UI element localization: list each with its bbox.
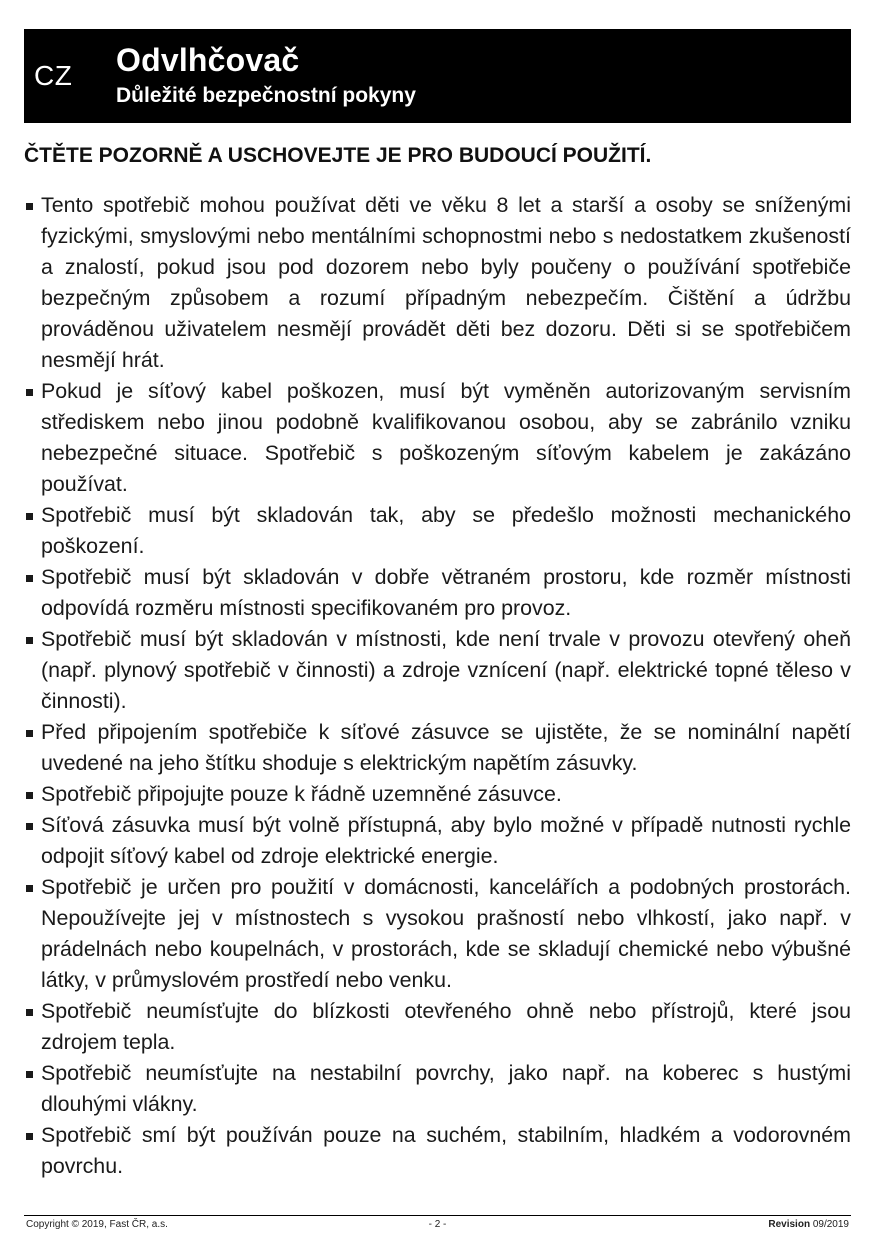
list-item-text: Spotřebič neumísťujte do blízkosti otevřeného ohně nebo přístrojů, které jsou zdrojem tepla. <box>41 999 851 1054</box>
list-item-text: Spotřebič neumísťujte na nestabilní povrchy, jako např. na koberec s hustými dlouhými vlákny. <box>41 1061 851 1116</box>
square-bullet-icon <box>26 823 33 830</box>
header-banner <box>24 29 851 123</box>
list-item <box>24 717 851 779</box>
list-item-text: Síťová zásuvka musí být volně přístupná, aby bylo možné v případě nutnosti rychle odpojit síťový kabel od zdroje elektrické energie. <box>41 813 851 868</box>
list-item <box>24 376 851 500</box>
list-item-text: Tento spotřebič mohou používat děti ve věku 8 let a starší a osoby se sníženými fyzickými, smyslovými nebo mentálními schopnostmi nebo s nedostatkem zkušeností a znalostí, pokud jsou pod dozorem nebo byly poučeny o používání spotřebiče bezpečným způsobem a rozumí případným nebezpečím. Čištění a údržbu prováděnou uživatelem nesmějí provádět děti bez dozoru. Děti si se spotřebičem nesmějí hrát. <box>41 193 851 372</box>
list-item-text: Spotřebič smí být používán pouze na suchém, stabilním, hladkém a vodorovném povrchu. <box>41 1123 851 1178</box>
square-bullet-icon <box>26 792 33 799</box>
revision-info <box>768 1219 849 1230</box>
square-bullet-icon <box>26 730 33 737</box>
list-item <box>24 779 851 810</box>
language-code: CZ <box>34 60 73 91</box>
list-item-text: Před připojením spotřebiče k síťové zásuvce se ujistěte, že se nominální napětí uvedené na jeho štítku shoduje s elektrickým napětím zásuvky. <box>41 720 851 775</box>
footer-divider <box>24 1215 851 1216</box>
square-bullet-icon <box>26 1009 33 1016</box>
list-item <box>24 996 851 1058</box>
list-item <box>24 872 851 996</box>
list-item <box>24 562 851 624</box>
list-item <box>24 624 851 717</box>
list-item <box>24 1120 851 1182</box>
list-item-text: Spotřebič musí být skladován tak, aby se předešlo možnosti mechanického poškození. <box>41 503 851 558</box>
page-title: Odvlhčovač <box>116 42 300 78</box>
list-item-text: Spotřebič připojujte pouze k řádně uzemněné zásuvce. <box>41 782 562 806</box>
square-bullet-icon <box>26 203 33 210</box>
square-bullet-icon <box>26 1133 33 1140</box>
page-subtitle: Důležité bezpečnostní pokyny <box>116 84 416 107</box>
safety-instructions-list <box>24 190 851 1182</box>
list-item-text: Spotřebič musí být skladován v místnosti, kde není trvale v provozu otevřený oheň (např. plynový spotřebič v činnosti) a zdroje vznícení (např. elektrické topné těleso v činnosti). <box>41 627 851 713</box>
copyright-text: Copyright © 2019, Fast ČR, a.s. <box>26 1219 168 1230</box>
list-item-text: Pokud je síťový kabel poškozen, musí být vyměněn autorizovaným servisním střediskem nebo jinou podobně kvalifikovanou osobou, aby se zabránilo vzniku nebezpečné situace. Spotřebič s poškozeným síťovým kabelem je zakázáno používat. <box>41 379 851 496</box>
square-bullet-icon <box>26 637 33 644</box>
revision-label: Revision <box>768 1219 811 1230</box>
list-item <box>24 1058 851 1120</box>
list-item-text: Spotřebič je určen pro použití v domácnosti, kancelářích a podobných prostorách. Nepoužívejte jej v místnostech s vysokou prašností nebo vlhkostí, jako např. v prádelnách nebo koupelnách, v prostorách, kde se skladují chemické nebo výbušné látky, v průmyslovém prostředí nebo venku. <box>41 875 851 992</box>
list-item-text: Spotřebič musí být skladován v dobře větraném prostoru, kde rozměr místnosti odpovídá rozměru místnosti specifikovaném pro provoz. <box>41 565 851 620</box>
square-bullet-icon <box>26 513 33 520</box>
square-bullet-icon <box>26 1071 33 1078</box>
page-footer <box>24 1219 851 1233</box>
square-bullet-icon <box>26 575 33 582</box>
list-item <box>24 810 851 872</box>
page-number: - 2 - <box>428 1219 447 1230</box>
revision-value: 09/2019 <box>812 1219 849 1230</box>
intro-heading: ČTĚTE POZORNĚ A USCHOVEJTE JE PRO BUDOUCÍ POUŽITÍ. <box>24 144 652 167</box>
list-item <box>24 500 851 562</box>
square-bullet-icon <box>26 885 33 892</box>
list-item <box>24 190 851 376</box>
square-bullet-icon <box>26 389 33 396</box>
